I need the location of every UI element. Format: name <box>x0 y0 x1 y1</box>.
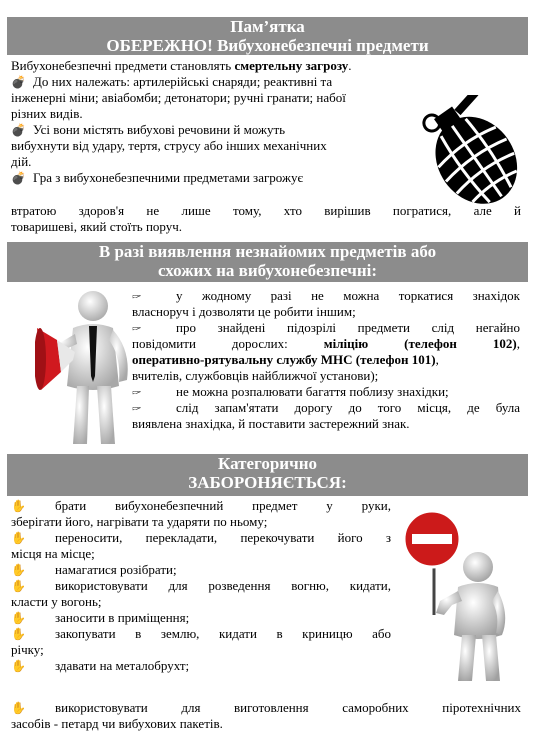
forbidden-title-line2: ЗАБОРОНЯЄТЬСЯ: <box>188 473 347 492</box>
stop-hand-icon: ✋ <box>11 563 26 577</box>
stop-hand-icon: ✋ <box>11 499 26 513</box>
list-item: 🖙 слід запам'ятати дорогу до того місця, де була виявлена знахідка, й поставити застережний знак. <box>132 400 520 431</box>
pointing-hand-icon: 🖙 <box>132 385 141 399</box>
list-item: 🖙 у жодному разі не можна торкатися знахідок власноруч і дозволяти це робити іншим; <box>132 288 520 319</box>
warning-title: ОБЕРЕЖНО! Вибухонебезпечні предмети <box>106 36 429 55</box>
section-found <box>132 288 520 432</box>
header-forbidden <box>7 454 528 496</box>
memo-title: Пам’ятка <box>230 17 305 36</box>
stop-hand-icon: ✋ <box>11 627 26 641</box>
forbidden-title-line1: Категорично <box>218 454 317 473</box>
pointing-hand-icon: 🖙 <box>132 321 141 335</box>
bullet-continuation: втратою здоров'я не лише тому, хто вирішив погратися, але й товаришеві, який стоїть поруч. <box>11 203 521 234</box>
list-item: ✋ здавати на металобрухт; <box>11 658 190 673</box>
section-danger <box>11 58 441 186</box>
section-forbidden <box>11 498 391 674</box>
stop-hand-icon: ✋ <box>11 701 26 715</box>
intro-line: Вибухонебезпечні предмети становлять смертельну загрозу. <box>11 58 352 73</box>
list-item: ✋ використовувати для розведення вогню, кидати, класти у вогонь; <box>11 578 391 609</box>
stop-hand-icon: ✋ <box>11 531 26 545</box>
pointing-hand-icon: 🖙 <box>132 401 141 415</box>
stop-hand-icon: ✋ <box>11 611 26 625</box>
list-item: 🖙 про знайдені підозрілі предмети слід негайно повідомити дорослих: міліцію (телефон 102), оперативно-рятувальну службу МНС (телефон 101), вчителів, службовців найближчої установи); <box>132 320 520 383</box>
list-item: ✋ переносити, перекладати, перекочувати його з місця на місце; <box>11 530 391 561</box>
grenade-icon <box>415 95 533 213</box>
bomb-icon: 💣 <box>11 123 26 137</box>
list-item: 🖙 не можна розпалювати багаття поблизу знахідки; <box>132 384 449 399</box>
list-item: ✋ закопувати в землю, кидати в криницю або річку; <box>11 626 391 657</box>
found-title-line2: схожих на вибухонебезпечні: <box>157 261 378 280</box>
bullet-item: 💣 До них належать: артилерійські снаряди; реактивні та інженерні міни; авіабомби; детонатори; ручні гранати; набої різних видів. <box>11 74 346 121</box>
bullet-item: 💣 Усі вони містять вибухові речовини й можуть вибухнути від удару, тертя, струсу або інших механічних дій. <box>11 122 327 169</box>
list-item: ✋ намагатися розібрати; <box>11 562 177 577</box>
stop-hand-icon: ✋ <box>11 659 26 673</box>
stop-sign-man-icon <box>392 505 522 685</box>
list-item: ✋ заносити в приміщення; <box>11 610 190 625</box>
bomb-icon: 💣 <box>11 75 26 89</box>
pointing-hand-icon: 🖙 <box>132 289 141 303</box>
header-memo <box>7 17 528 55</box>
header-found <box>7 242 528 282</box>
list-item: ✋ брати вибухонебезпечний предмет у руки, зберігати його, нагрівати та ударяти по ньому; <box>11 498 391 529</box>
stop-hand-icon: ✋ <box>11 579 26 593</box>
found-title-line1: В разі виявлення незнайомих предметів або <box>98 242 437 261</box>
bullet-item: 💣 Гра з вибухонебезпечними предметами загрожує <box>11 170 304 185</box>
bomb-icon: 💣 <box>11 171 26 185</box>
list-item-wide: ✋ використовувати для виготовлення саморобних піротехнічних засобів - петард чи вибухових пакетів. <box>11 700 521 731</box>
